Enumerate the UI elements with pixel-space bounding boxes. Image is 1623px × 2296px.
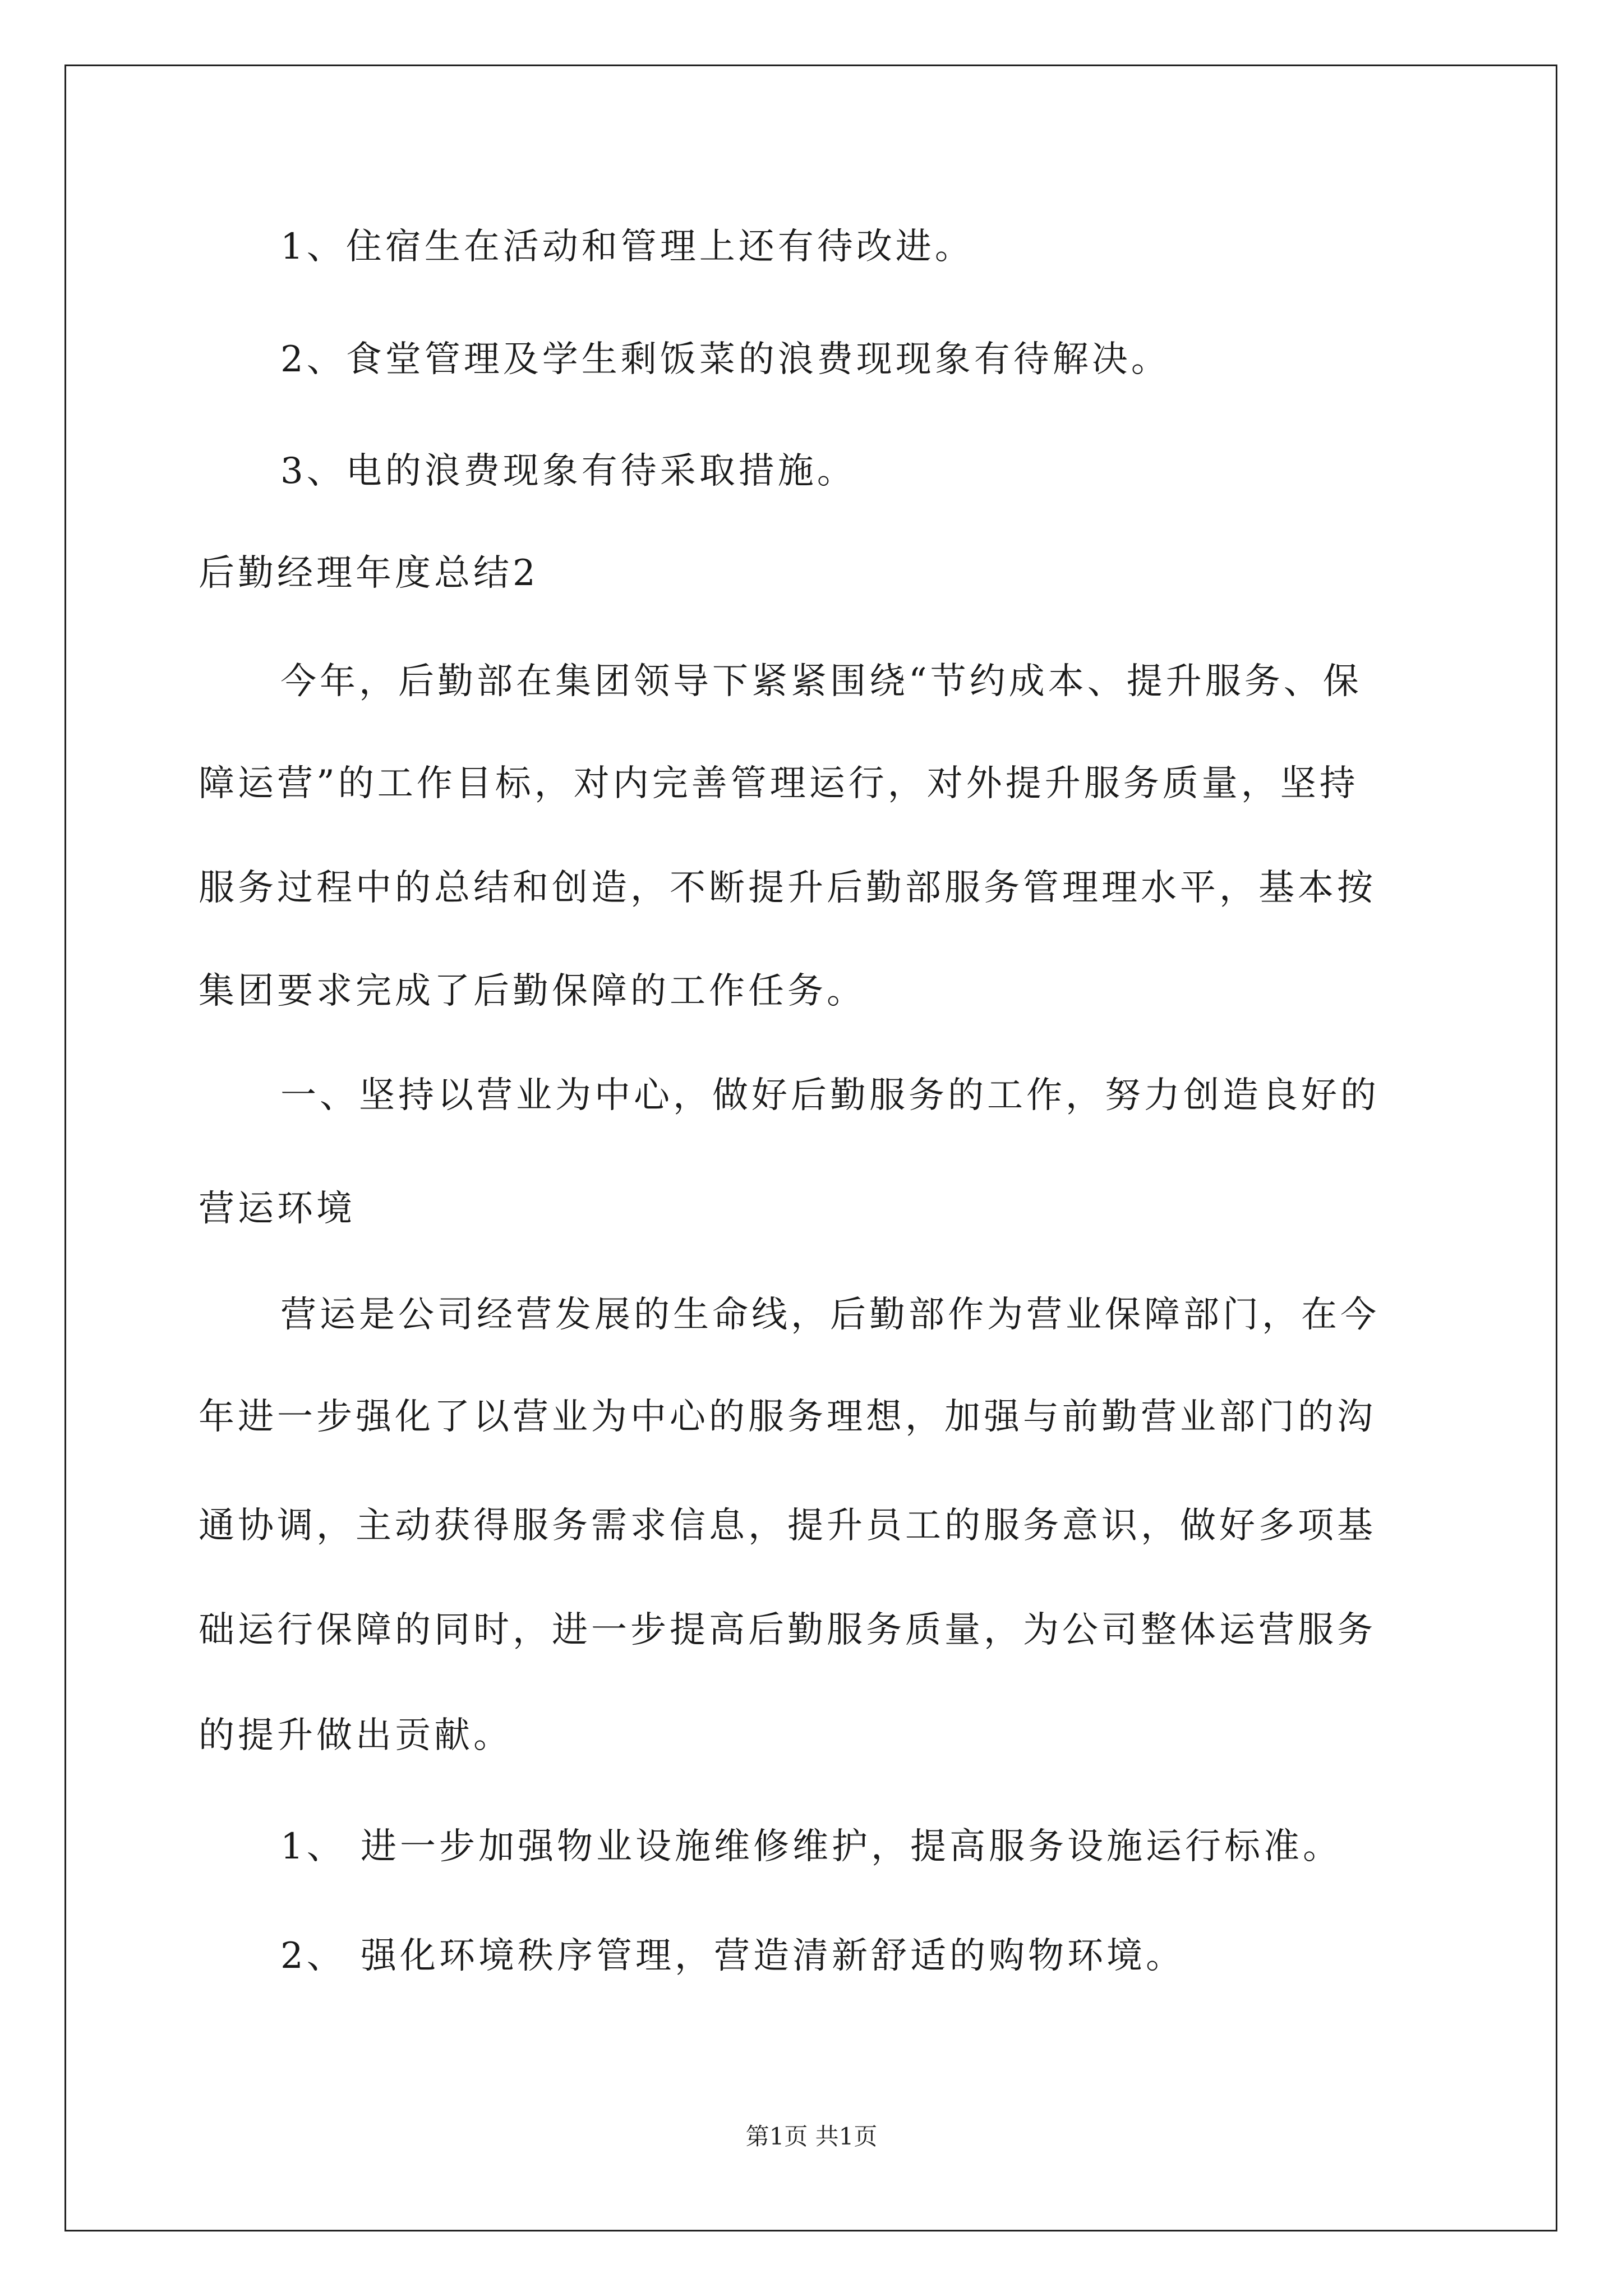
paragraph-line: 础运行保障的同时，进一步提高后勤服务质量，为公司整体运营服务 [199,1609,1376,1651]
subheading-line: 营运环境 [199,1188,356,1230]
page-footer: 第1页 共1页 [745,2123,878,2150]
list-item: 1、 进一步加强物业设施维修维护，提高服务设施运行标准。 [280,1826,1343,1867]
paragraph-line: 的提升做出贡献。 [199,1715,513,1756]
list-item: 3、电的浪费现象有待采取措施。 [280,450,856,492]
paragraph-line: 服务过程中的总结和创造，不断提升后勤部服务管理理水平，基本按 [199,867,1376,909]
paragraph-line: 障运营”的工作目标，对内完善管理运行，对外提升服务质量，坚持 [199,763,1359,804]
page-border [64,65,1557,2231]
paragraph-line: 通协调，主动获得服务需求信息，提升员工的服务意识，做好多项基 [199,1505,1376,1547]
section-heading: 后勤经理年度总结2 [199,553,539,594]
paragraph-line: 营运是公司经营发展的生命线，后勤部作为营业保障部门，在今 [280,1294,1380,1336]
list-item: 2、 强化环境秩序管理，营造清新舒适的购物环境。 [280,1935,1186,1977]
subheading-line: 一、坚持以营业为中心，做好后勤服务的工作，努力创造良好的 [280,1075,1380,1116]
list-item: 2、食堂管理及学生剩饭菜的浪费现现象有待解决。 [280,339,1170,380]
paragraph-line: 集团要求完成了后勤保障的工作任务。 [199,970,866,1012]
paragraph-line: 年进一步强化了以营业为中心的服务理想，加强与前勤营业部门的沟 [199,1396,1376,1438]
paragraph-line: 今年，后勤部在集团领导下紧紧围绕“节约成本、提升服务、保 [280,661,1362,702]
list-item: 1、住宿生在活动和管理上还有待改进。 [280,226,974,268]
